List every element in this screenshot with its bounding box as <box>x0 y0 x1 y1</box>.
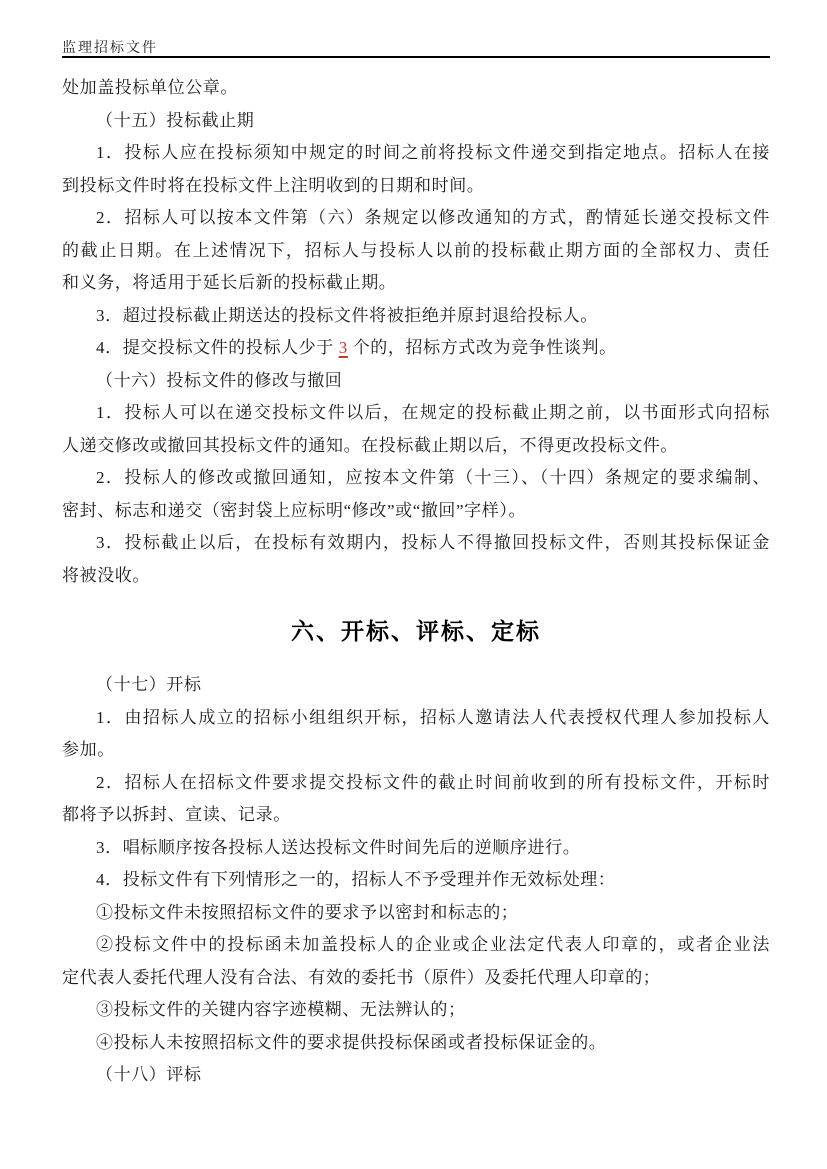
page-header <box>62 37 770 57</box>
list-item-1-line-2: 人递交修改或撤回其投标文件的通知。在投标截止期以后，不得更改投标文件。 <box>62 435 678 455</box>
list-item-3: 3．唱标顺序按各投标人送达投标文件时间先后的逆顺序进行。 <box>96 837 581 857</box>
list-item-1-line-2: 参加。 <box>62 740 115 759</box>
section-title-18: （十八）评标 <box>96 1065 202 1084</box>
list-item-2-line-2: 密封、标志和递交（密封袋上应标明“修改”或“撤回”字样）。 <box>62 500 527 520</box>
min-bidders-number: 3 <box>338 338 348 357</box>
list-item-1-line-1: 1．投标人可以在递交投标文件以后，在规定的投标截止期之前，以书面形式向招标 <box>96 403 770 422</box>
list-item-4-text-after: 个的，招标方式改为竞争性谈判。 <box>347 338 617 357</box>
list-item-1-line-1: 1．由招标人成立的招标小组组织开标，招标人邀请法人代表授权代理人参加投标人 <box>96 707 770 727</box>
section-heading: 六、开标、评标、定标 <box>291 619 541 644</box>
section-title-15: （十五）投标截止期 <box>96 110 255 130</box>
list-item-3-line-1: 3．投标截止以后，在投标有效期内，投标人不得撤回投标文件，否则其投标保证金 <box>96 533 770 552</box>
header-rule <box>62 56 770 58</box>
list-item-2-line-2: 的截止日期。在上述情况下，招标人与投标人以前的投标截止期方面的全部权力、责任 <box>62 240 770 260</box>
sub-item-circled-2-line-1: ②投标文件中的投标函未加盖投标人的企业或企业法定代表人印章的，或者企业法 <box>96 935 770 954</box>
list-item-1-line-1: 1．投标人应在投标须知中规定的时间之前将投标文件递交到指定地点。招标人在接 <box>96 143 770 162</box>
sub-item-circled-4: ④投标人未按照招标文件的要求提供投标保函或者投标保证金的。 <box>96 1032 607 1052</box>
list-item-3-line-2: 将被没收。 <box>62 565 150 585</box>
section-title-17: （十七）开标 <box>96 675 202 694</box>
list-item-4 <box>62 332 770 365</box>
list-item-2-line-3: 和义务，将适用于延长后新的投标截止期。 <box>62 273 397 292</box>
section-title-16: （十六）投标文件的修改与撤回 <box>96 370 343 390</box>
sub-item-circled-1: ①投标文件未按照招标文件的要求予以密封和标志的； <box>96 902 519 922</box>
list-item-4: 4．投标文件有下列情形之一的，招标人不予受理并作无效标处理： <box>96 870 616 889</box>
list-item-4-text-before: 4．提交投标文件的投标人少于 <box>96 338 339 357</box>
sub-item-circled-2-line-2: 定代表人委托代理人没有合法、有效的委托书（原件）及委托代理人印章的； <box>62 967 661 987</box>
sub-item-circled-3: ③投标文件的关键内容字迹模糊、无法辨认的； <box>96 1000 466 1019</box>
paragraph-line: 处加盖投标单位公章。 <box>62 78 238 97</box>
list-item-1-line-2: 到投标文件时将在投标文件上注明收到的日期和时间。 <box>62 175 485 195</box>
list-item-2-line-2: 都将予以拆封、宣读、记录。 <box>62 805 291 824</box>
list-item-3: 3．超过投标截止期送达的投标文件将被拒绝并原封退给投标人。 <box>96 305 598 325</box>
list-item-2-line-1: 2．招标人在招标文件要求提交投标文件的截止时间前收到的所有投标文件，开标时 <box>96 772 770 792</box>
list-item-2-line-1: 2．招标人可以按本文件第（六）条规定以修改通知的方式，酌情延长递交投标文件 <box>96 208 770 227</box>
document-body <box>62 72 770 1092</box>
page-header-title: 监理招标文件 <box>62 41 158 56</box>
list-item-2-line-1: 2．投标人的修改或撤回通知，应按本文件第（十三）、（十四）条规定的要求编制、 <box>96 468 770 487</box>
